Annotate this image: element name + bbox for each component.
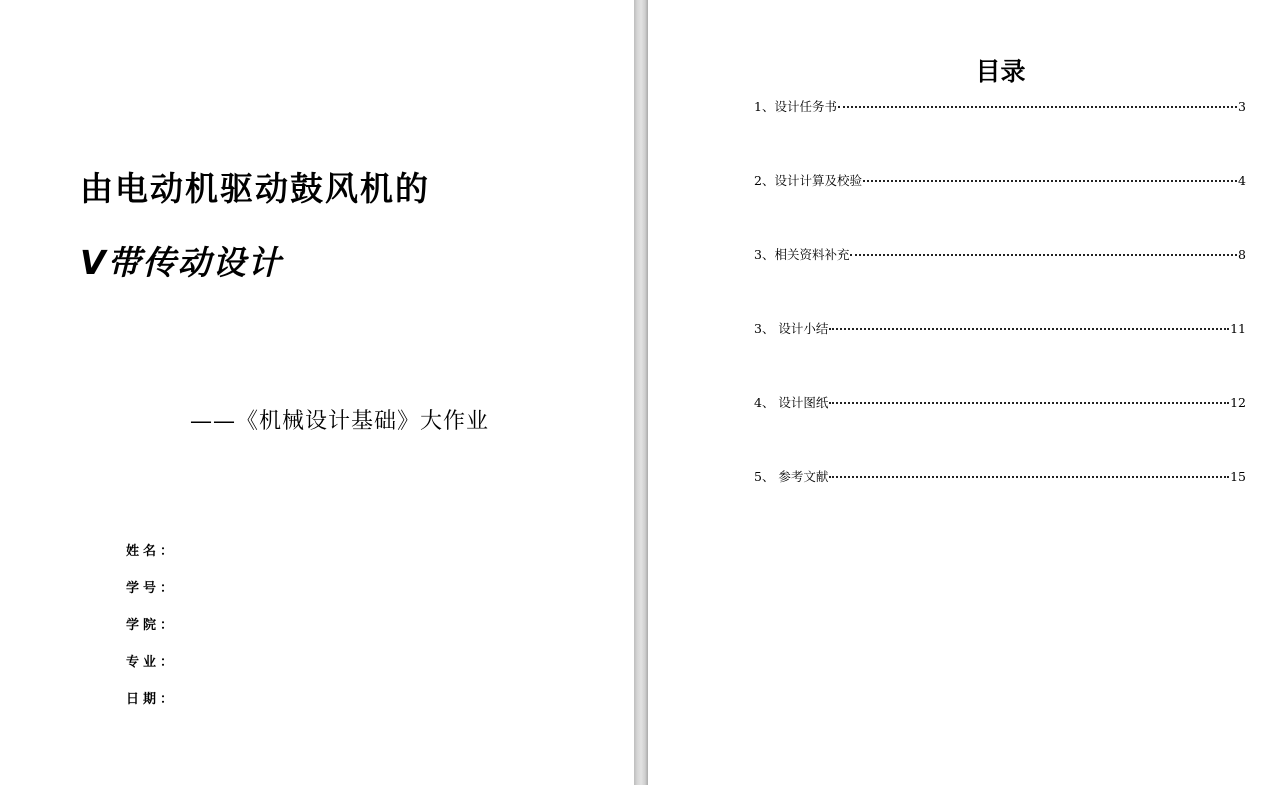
cover-title-line-2: V带传动设计	[80, 243, 283, 282]
toc-entry-supplementary-materials[interactable]	[754, 245, 1246, 319]
toc-heading: 目录	[975, 57, 1026, 86]
toc-page-number: 4	[1238, 173, 1246, 188]
toc-list	[754, 97, 1246, 541]
major-field-label: 专业：	[126, 655, 178, 670]
cover-subtitle: ——《机械设计基础》大作业	[190, 409, 490, 434]
toc-page-number: 8	[1238, 247, 1246, 262]
college-field-label: 学院：	[126, 618, 178, 633]
student-info-fields	[126, 540, 177, 725]
toc-entry-text: 1、设计任务书	[754, 99, 837, 114]
toc-dot-leader	[850, 254, 1237, 256]
toc-entry-text: 5、 参考文献	[754, 469, 829, 484]
toc-entry-summary[interactable]	[754, 319, 1246, 393]
name-field-label: 姓名：	[126, 544, 178, 559]
toc-entry-drawings[interactable]	[754, 393, 1246, 467]
toc-entry-calculation[interactable]	[754, 171, 1246, 245]
cover-title	[80, 152, 560, 300]
cover-page	[0, 0, 634, 785]
cover-title-line-1: 由电动机驱动鼓风机的	[80, 169, 430, 208]
date-field-label: 日期：	[126, 692, 178, 707]
toc-entry-text: 3、相关资料补充	[754, 247, 850, 262]
toc-entry-text: 3、 设计小结	[754, 321, 829, 336]
toc-dot-leader	[829, 328, 1229, 330]
table-of-contents-page	[648, 0, 1287, 785]
toc-page-number: 3	[1238, 99, 1246, 114]
toc-entry-text: 4、 设计图纸	[754, 395, 829, 410]
toc-entry-text: 2、设计计算及校验	[754, 173, 862, 188]
toc-entry-task-statement[interactable]	[754, 97, 1246, 171]
toc-dot-leader	[838, 106, 1237, 108]
page-gutter	[634, 0, 648, 785]
toc-dot-leader	[863, 180, 1237, 182]
toc-dot-leader	[829, 476, 1229, 478]
toc-page-number: 12	[1230, 395, 1246, 410]
student-id-field-label: 学号：	[126, 581, 178, 596]
toc-page-number: 11	[1230, 321, 1246, 336]
toc-page-number: 15	[1230, 469, 1246, 484]
toc-entry-references[interactable]	[754, 467, 1246, 541]
toc-dot-leader	[829, 402, 1229, 404]
